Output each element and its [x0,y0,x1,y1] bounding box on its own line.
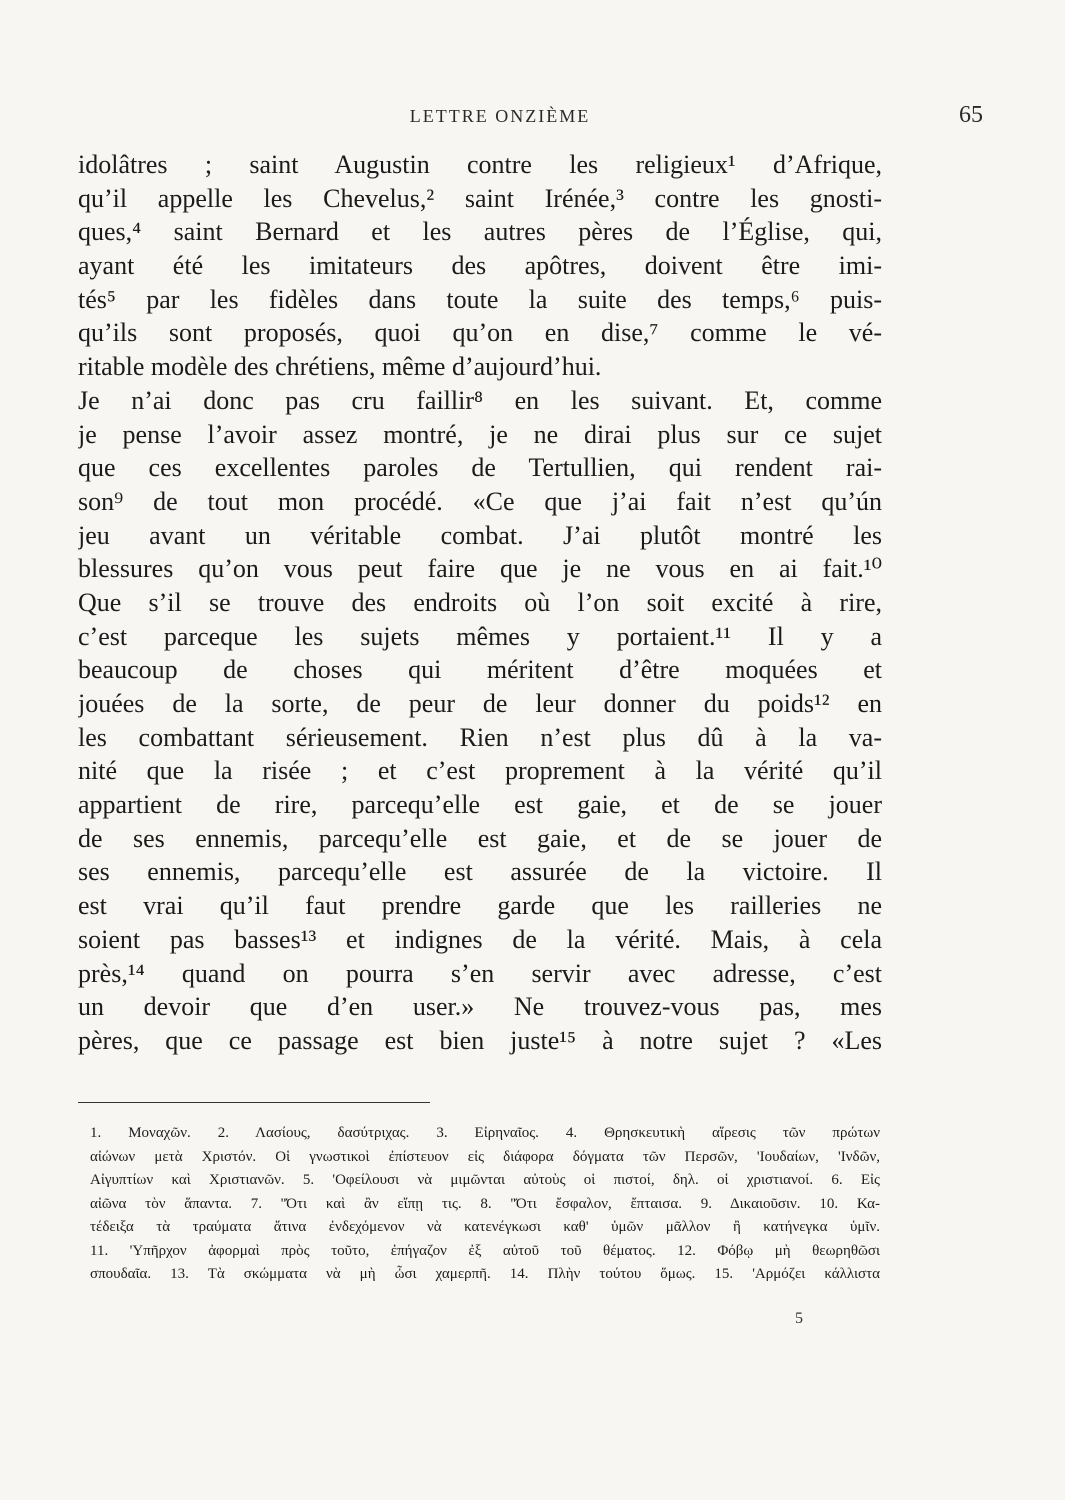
body-line: Je n’ai donc pas cru faillir⁸ en les suivant. Et, comme [78,385,882,415]
body-line: près,¹⁴ quand on pourra s’en servir avec adresse, c’est [78,958,882,988]
body-line: un devoir que d’en user.» Ne trouvez-vous pas, mes [78,992,882,1022]
body-line: qu’il appelle les Chevelus,² saint Irénée,³ contre les gnosti- [78,183,882,213]
body-line: nité que la risée ; et c’est proprement à la vérité qu’il [78,756,882,786]
body-text [78,148,882,1058]
footnote-line: τέδειξα τὰ τραύματα ἅτινα ἐνδεχόμενον νὰ κατενέγκωσι καθ' ὑμῶν μᾶλλον ἢ κατήνεγκα ὑμῖν. [90,1219,880,1235]
footnote-line: 11. 'Υπῆρχον ἀφορμαὶ πρὸς τοῦτο, ἐπήγαζον ἐξ αὐτοῦ τοῦ θέματος. 12. Φόβῳ μὴ θεωρηθῶσι [90,1242,880,1259]
body-line: pères, que ce passage est bien juste¹⁵ à notre sujet ? «Les [78,1025,882,1055]
footnotes [90,1122,880,1287]
footnote-divider [78,1102,430,1103]
body-line: ritable modèle des chrétiens, même d’aujourd’hui. [78,352,602,382]
footnote-line: 1. Μοναχῶν. 2. Λασίους, δασύτριχας. 3. Εἰρηναῖος. 4. Θρησκευτικὴ αἵρεσις τῶν πρώτων [90,1125,880,1141]
body-line: je pense l’avoir assez montré, je ne dirai plus sur ce sujet [78,419,882,449]
body-line: est vrai qu’il faut prendre garde que les railleries ne [78,891,882,921]
footnote-line: σπουδαῖα. 13. Τὰ σκώμματα νὰ μὴ ὦσι χαμερπῆ. 14. Πλὴν τούτου ὅμως. 15. 'Αρμόζει κάλλιστα [90,1266,880,1282]
page-number: 65 [959,102,983,128]
signature-mark: 5 [795,1310,803,1327]
footnote-line: αἰώνων μετὰ Χριστόν. Οἱ γνωστικοὶ ἐπίστευον εἰς διάφορα δόγματα τῶν Περσῶν, 'Ιουδαίων, 'Ινδῶν, [90,1148,880,1165]
body-line: Que s’il se trouve des endroits où l’on soit excité à rire, [78,587,882,617]
body-line: beaucoup de choses qui méritent d’être moquées et [78,655,882,685]
body-line: qu’ils sont proposés, quoi qu’on en dise,⁷ comme le vé- [78,318,882,348]
footnote-line: αἰῶνα τὸν ἅπαντα. 7. ''Ότι καὶ ἂν εἴπῃ τις. 8. ''Ότι ἔσφαλον, ἔπταισα. 9. Δικαιοῦσιν. 10. Κα- [90,1195,880,1212]
body-line: son⁹ de tout mon procédé. «Ce que j’ai fait n’est qu’ún [78,486,882,516]
running-head [0,102,1065,136]
body-line: les combattant sérieusement. Rien n’est plus dû à la va- [78,722,882,752]
body-line: idolâtres ; saint Augustin contre les religieux¹ d’Afrique, [78,150,882,179]
body-line: c’est parceque les sujets mêmes y portaient.¹¹ Il y a [78,621,882,651]
body-line: jeu avant un véritable combat. J’ai plutôt montré les [78,520,882,550]
body-line: que ces excellentes paroles de Tertullien, qui rendent rai- [78,453,882,483]
body-line: tés⁵ par les fidèles dans toute la suite des temps,⁶ puis- [78,284,882,314]
running-title: LETTRE ONZIÈME [409,106,591,126]
body-line: ses ennemis, parcequ’elle est assurée de la victoire. Il [78,857,882,887]
body-line: appartient de rire, parcequ’elle est gaie, et de se jouer [78,790,882,820]
body-line: blessures qu’on vous peut faire que je ne vous en ai fait.¹⁰ [78,554,882,584]
body-line: de ses ennemis, parcequ’elle est gaie, et de se jouer de [78,823,882,853]
body-line: ques,⁴ saint Bernard et les autres pères de l’Église, qui, [78,217,882,247]
body-line: soient pas basses¹³ et indignes de la vérité. Mais, à cela [78,924,882,954]
body-line: jouées de la sorte, de peur de leur donner du poids¹² en [78,689,882,718]
footnote-line: Αἰγυπτίων καὶ Χριστιανῶν. 5. 'Οφείλουσι νὰ μιμῶνται αὐτοὺς οἱ πιστοί, δηλ. οἱ χριστιανοί. 6. Εἰς [90,1172,880,1188]
body-line: ayant été les imitateurs des apôtres, doivent être imi- [78,251,882,281]
